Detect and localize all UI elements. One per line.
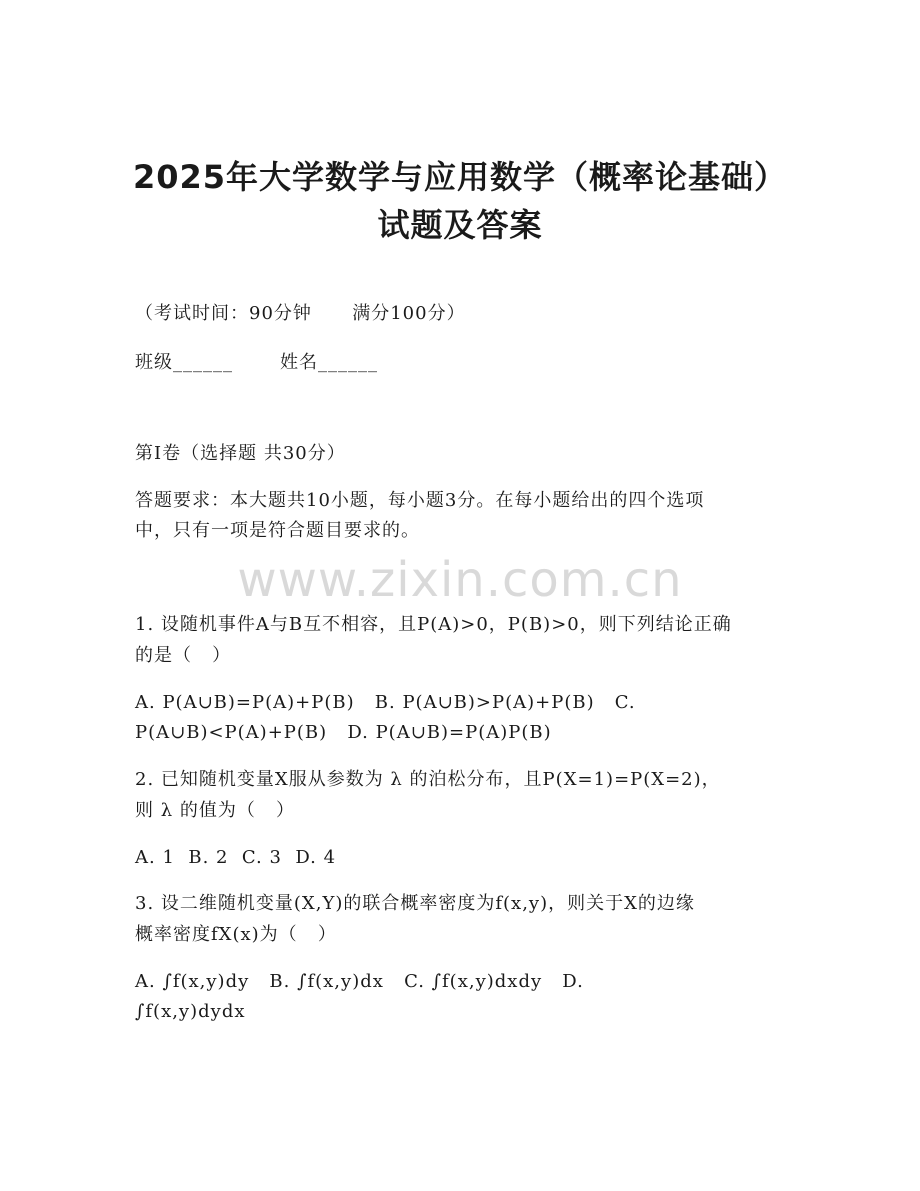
question-stem-line-1: 1. 设随机事件A与B互不相容，且P(A)>0，P(B)>0，则下列结论正确 — [135, 614, 732, 635]
document-title-line-2: 试题及答案 — [377, 206, 543, 244]
instructions-line-1: 答题要求：本大题共10小题，每小题3分。在每小题给出的四个选项 — [135, 490, 705, 511]
question-options-line-2: ∫f(x,y)dydx — [135, 1001, 246, 1022]
question-options-line-1: A. ∫f(x,y)dy B. ∫f(x,y)dx C. ∫f(x,y)dxdy D. — [135, 971, 584, 992]
class-name-fields: 班级______ 姓名______ — [135, 352, 379, 373]
question-stem-line-2: 则 λ 的值为（ ） — [135, 800, 296, 821]
question-options-line-1: A. 1 B. 2 C. 3 D. 4 — [135, 847, 337, 868]
question-stem-line-1: 3. 设二维随机变量(X,Y)的联合概率密度为f(x,y)，则关于X的边缘 — [135, 893, 695, 914]
instructions-line-2: 中，只有一项是符合题目要求的。 — [135, 520, 420, 541]
question-stem-line-2: 概率密度fX(x)为（ ） — [135, 924, 337, 945]
document-title-line-1: 2025年大学数学与应用数学（概率论基础） — [132, 158, 788, 196]
watermark: www.zixin.com.cn — [237, 552, 683, 608]
question-stem-line-1: 2. 已知随机变量X服从参数为 λ 的泊松分布，且P(X=1)=P(X=2)， — [135, 769, 721, 790]
exam-info: （考试时间：90分钟 满分100分） — [135, 303, 466, 324]
question-stem-line-2: 的是（ ） — [135, 645, 232, 666]
question-options-line-2: P(A∪B)<P(A)+P(B) D. P(A∪B)=P(A)P(B) — [135, 722, 552, 743]
section-heading: 第I卷（选择题 共30分） — [135, 443, 346, 464]
question-options-line-1: A. P(A∪B)=P(A)+P(B) B. P(A∪B)>P(A)+P(B) C. — [135, 692, 636, 713]
